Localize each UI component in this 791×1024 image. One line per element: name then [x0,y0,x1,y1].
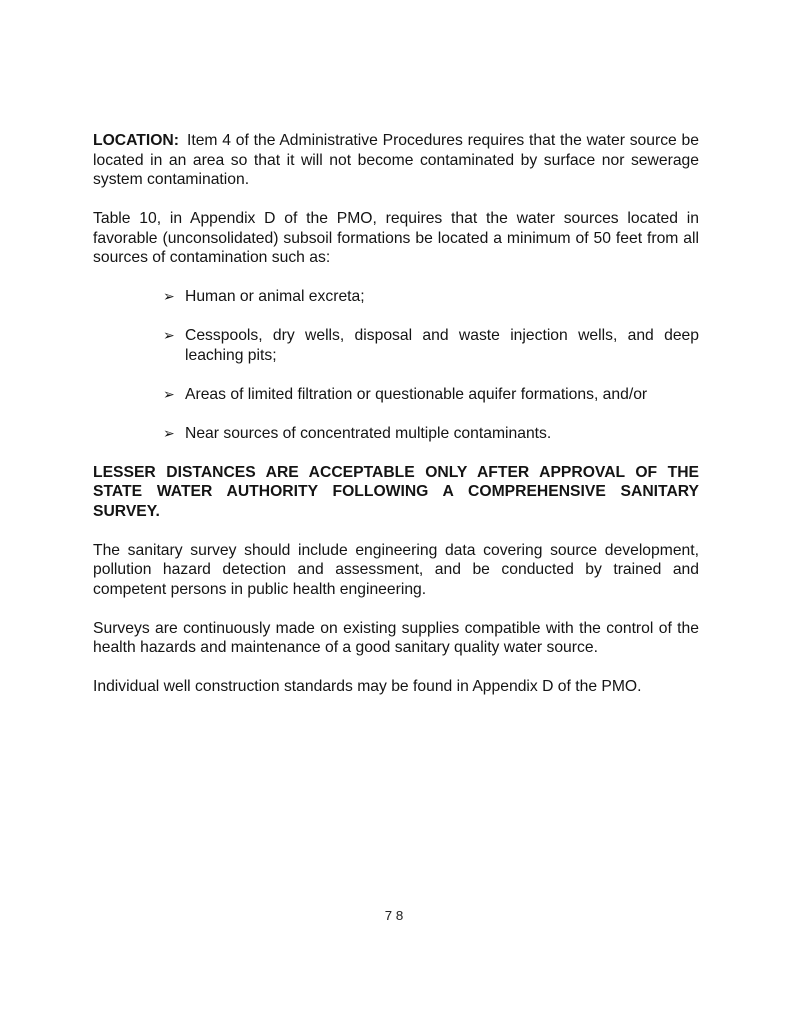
contamination-sources-list [93,287,699,443]
paragraph-lesser-distances: LESSER DISTANCES ARE ACCEPTABLE ONLY AFTER APPROVAL OF THE STATE WATER AUTHORITY FOLLOWING A COMPREHENSIVE SANITARY SURVEY. [93,463,699,520]
document-body [93,131,699,697]
paragraph-sanitary-survey: The sanitary survey should include engineering data covering source development, pollution hazard detection and assessment, and be conducted by trained and competent persons in public health engineering. [93,541,699,598]
paragraph-location [93,131,699,190]
page-number: 78 [384,910,407,925]
paragraph-surveys: Surveys are continuously made on existing supplies compatible with the control of the health hazards and maintenance of a good sanitary quality water source. [93,619,699,656]
list-item [163,424,699,444]
list-item [163,326,699,365]
location-label: LOCATION: [93,132,179,149]
arrowhead-bullet-icon: ➢ [163,327,175,343]
paragraph-table10: Table 10, in Appendix D of the PMO, requires that the water sources located in favorable (unconsolidated) subsoil formations be located a minimum of 50 feet from all sources of contamination such as: [93,210,699,266]
location-text: Item 4 of the Administrative Procedures requires that the water source be located in an area so that it will not become contaminated by surface nor sewerage system contamination. [93,132,699,188]
arrowhead-bullet-icon: ➢ [163,385,175,402]
list-item-text: Areas of limited filtration or questionable aquifer formations, and/or [185,385,648,403]
list-item [163,287,699,307]
arrowhead-bullet-icon: ➢ [163,424,175,441]
paragraph-well-standards: Individual well construction standards may be found in Appendix D of the PMO. [93,678,642,695]
list-item-text: Cesspools, dry wells, disposal and waste injection wells, and deep leaching pits; [185,327,699,364]
arrowhead-bullet-icon: ➢ [163,288,175,304]
list-item-text: Human or animal excreta; [185,288,365,305]
list-item [163,385,699,405]
list-item-text: Near sources of concentrated multiple contaminants. [185,424,552,442]
